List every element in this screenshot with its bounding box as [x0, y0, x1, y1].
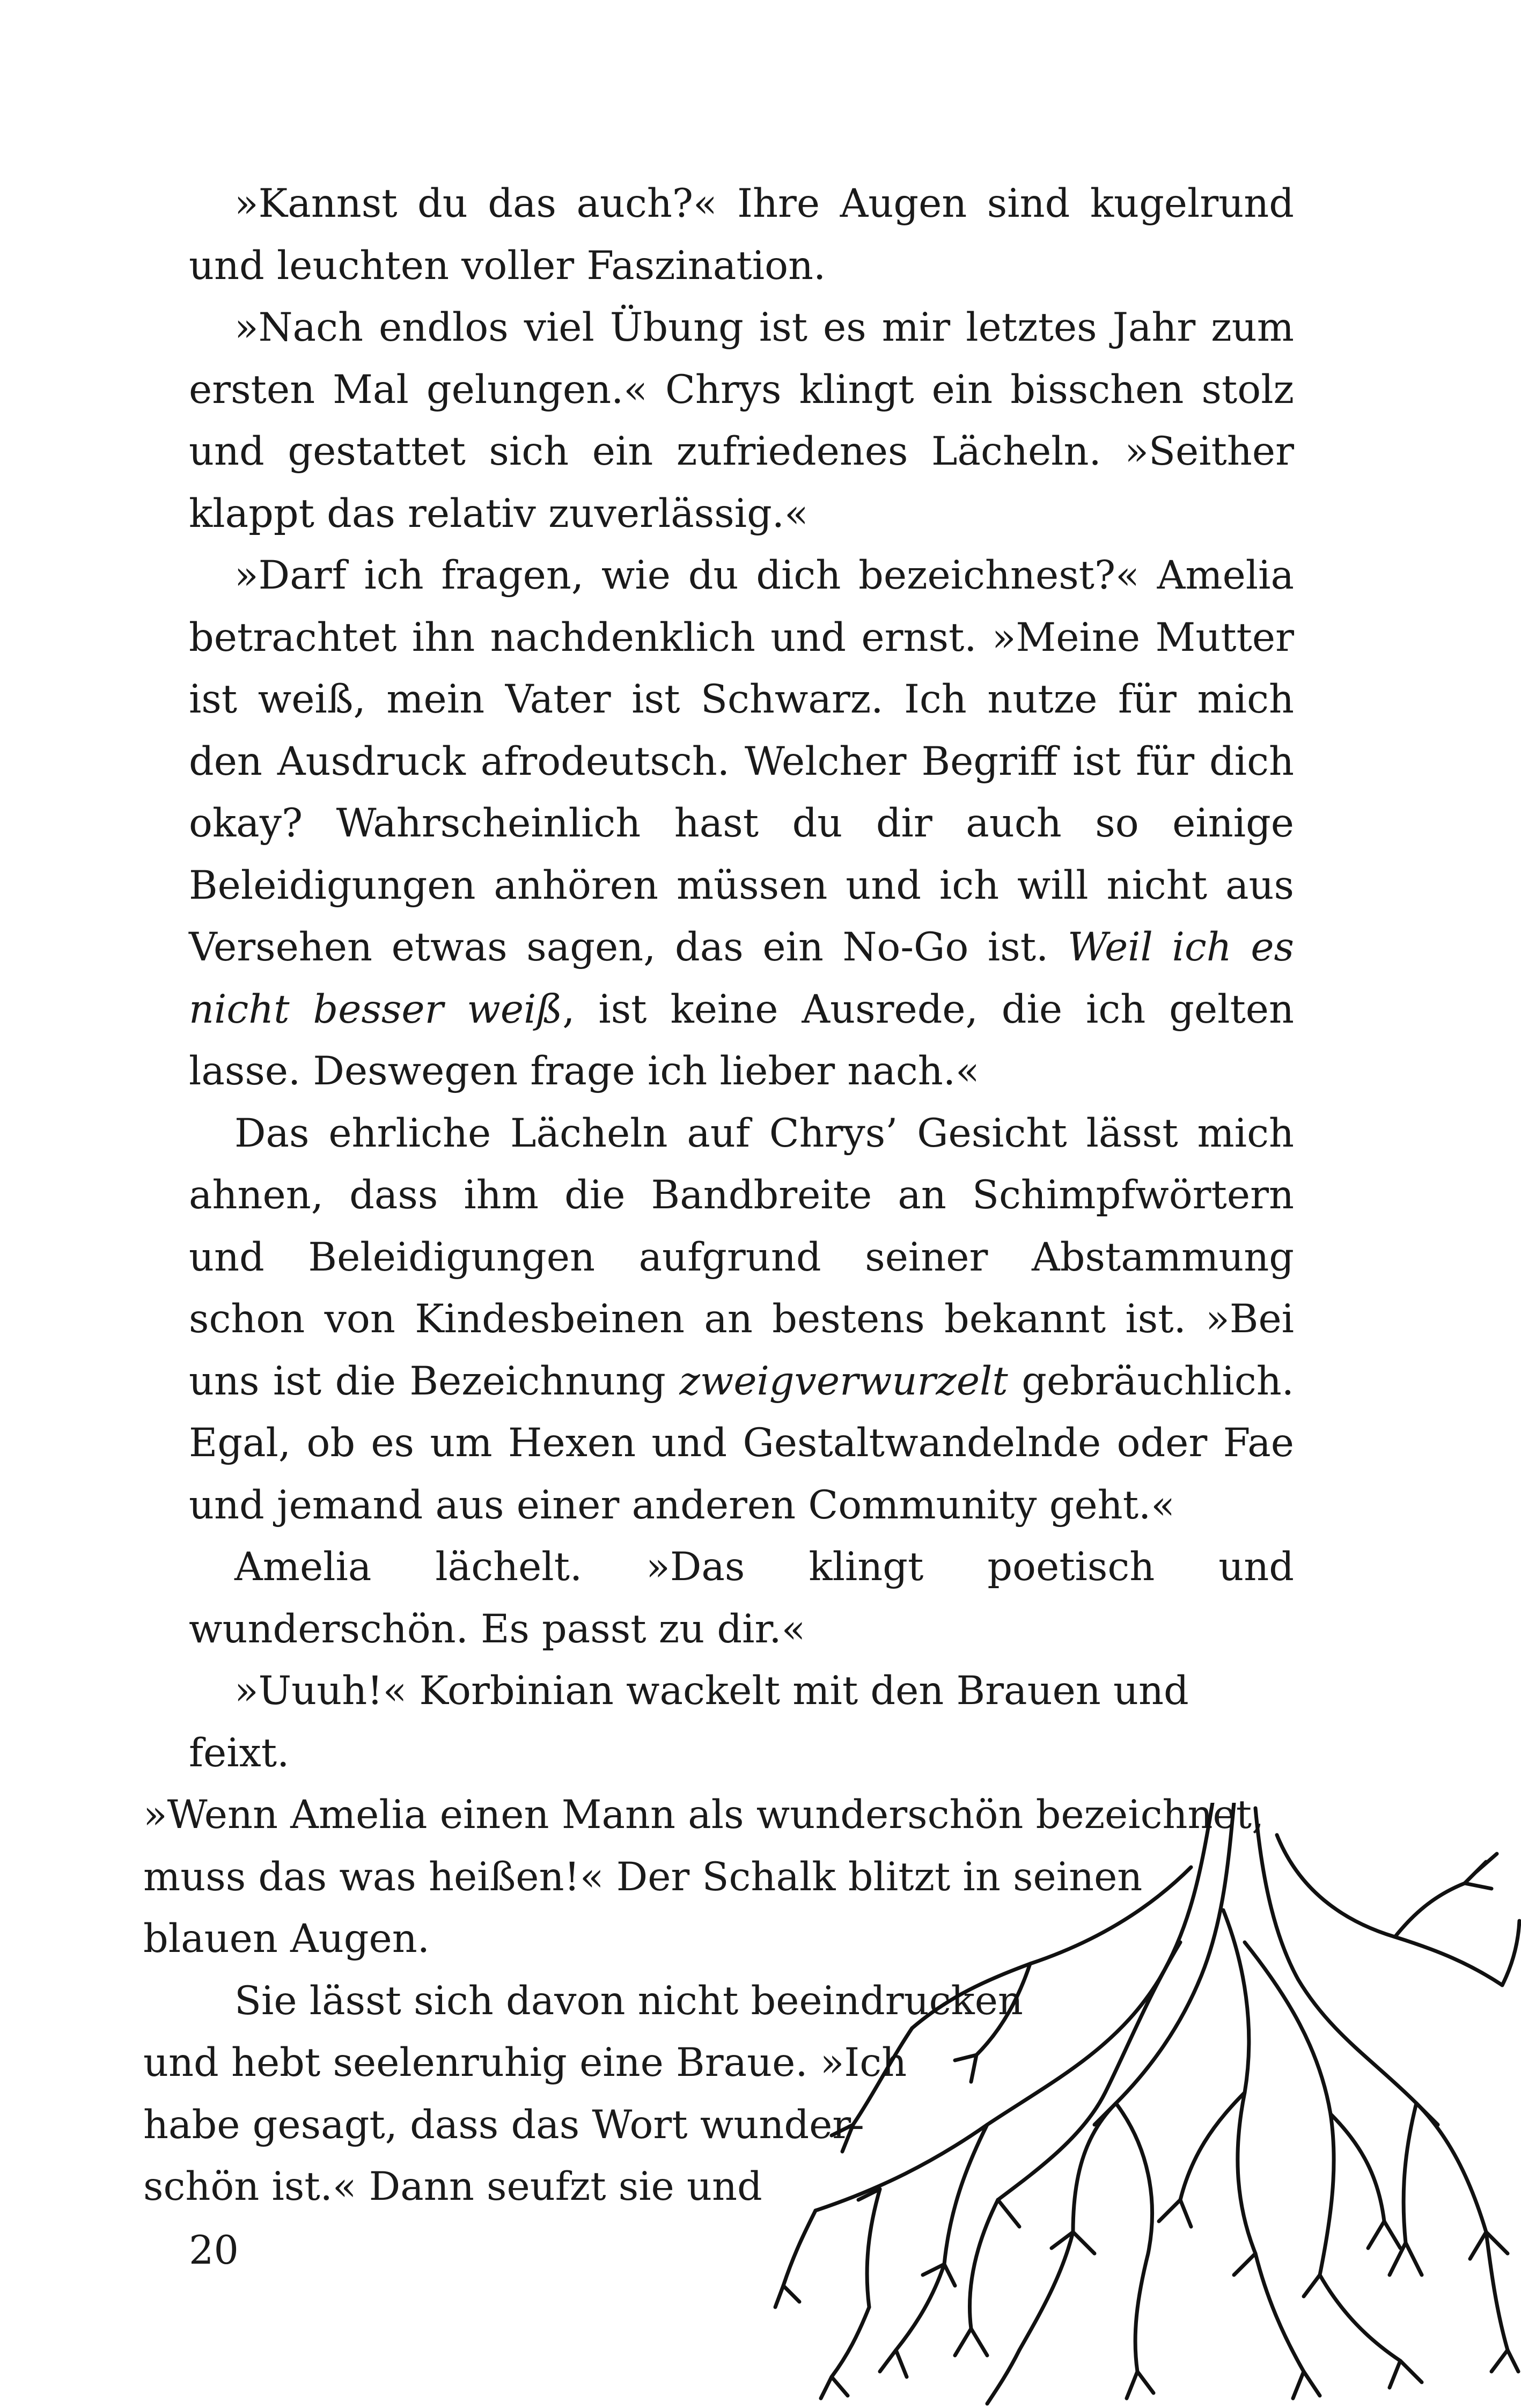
text-line: und hebt seelenruhig eine Braue. »Ich: [143, 2040, 907, 2086]
tree-roots-illustration: [773, 1803, 1521, 2408]
paragraph: [189, 173, 1294, 297]
paragraph-text: gebräuchlich. Egal, ob es um Hexen und Gestaltwandelnde oder Fae und jemand aus einer anderen Community geht.«: [189, 1358, 1294, 1528]
text-line: Sie lässt sich davon nicht beeindrucken: [234, 1978, 1023, 2024]
paragraph-text: Das ehrliche Lächeln auf Chrys’ Gesicht lässt mich ahnen, dass ihm die Bandbreite an Schimpfwörtern und Beleidigungen aufgrund seiner Abstammung schon von Kindesbeinen an bestens bekannt ist. »Bei uns ist die Bezeichnung: [189, 1110, 1294, 1404]
paragraph-text: »Nach endlos viel Übung ist es mir letztes Jahr zum ersten Mal gelungen.« Chrys klingt ein bisschen stolz und gestattet sich ein zufriedenes Lächeln. »Seither klappt das relativ zuverlässig.«: [189, 305, 1294, 537]
paragraph-text: »Kannst du das auch?« Ihre Augen sind kugelrund und leuchten voller Faszination.: [189, 181, 1294, 289]
italic-emphasis: Weil ich es nicht besser weiß: [189, 924, 1294, 1032]
text-line: blauen Augen.: [143, 1916, 430, 1962]
paragraph: [189, 297, 1294, 545]
text-line: »Wenn Amelia einen Mann als wunderschön bezeichnet,: [143, 1792, 1265, 1838]
paragraph-text: Amelia lächelt. »Das klingt poetisch und wunderschön. Es passt zu dir.«: [189, 1544, 1294, 1652]
paragraph: [189, 545, 1294, 1103]
italic-emphasis: zweigverwurzelt: [679, 1358, 1008, 1404]
text-line: muss das was heißen!« Der Schalk blitzt in seinen: [143, 1854, 1143, 1900]
paragraph: [189, 1103, 1294, 1537]
paragraph-text: , ist keine Ausrede, die ich gelten lasse. Deswegen frage ich lieber nach.«: [189, 986, 1294, 1094]
text-line: »Uuuh!« Korbinian wackelt mit den Brauen und feixt.: [189, 1668, 1189, 1776]
page-number: 20: [189, 2228, 239, 2273]
text-line: habe gesagt, dass das Wort wunder-: [143, 2102, 864, 2148]
text-line: schön ist.« Dann seufzt sie und: [143, 2164, 762, 2209]
paragraph: [189, 1536, 1294, 1660]
paragraph-text: »Darf ich fragen, wie du dich bezeichnest?« Amelia betrachtet ihn nachdenklich und ernst. »Meine Mutter ist weiß, mein Vater ist Schwarz. Ich nutze für mich den Ausdruck afrodeutsch. Welcher Begriff ist für dich okay? Wahrscheinlich hast du dir auch so einige Beleidigungen anhören müssen und ich will nicht aus Versehen etwas sagen, das ein No-Go ist.: [189, 553, 1294, 970]
